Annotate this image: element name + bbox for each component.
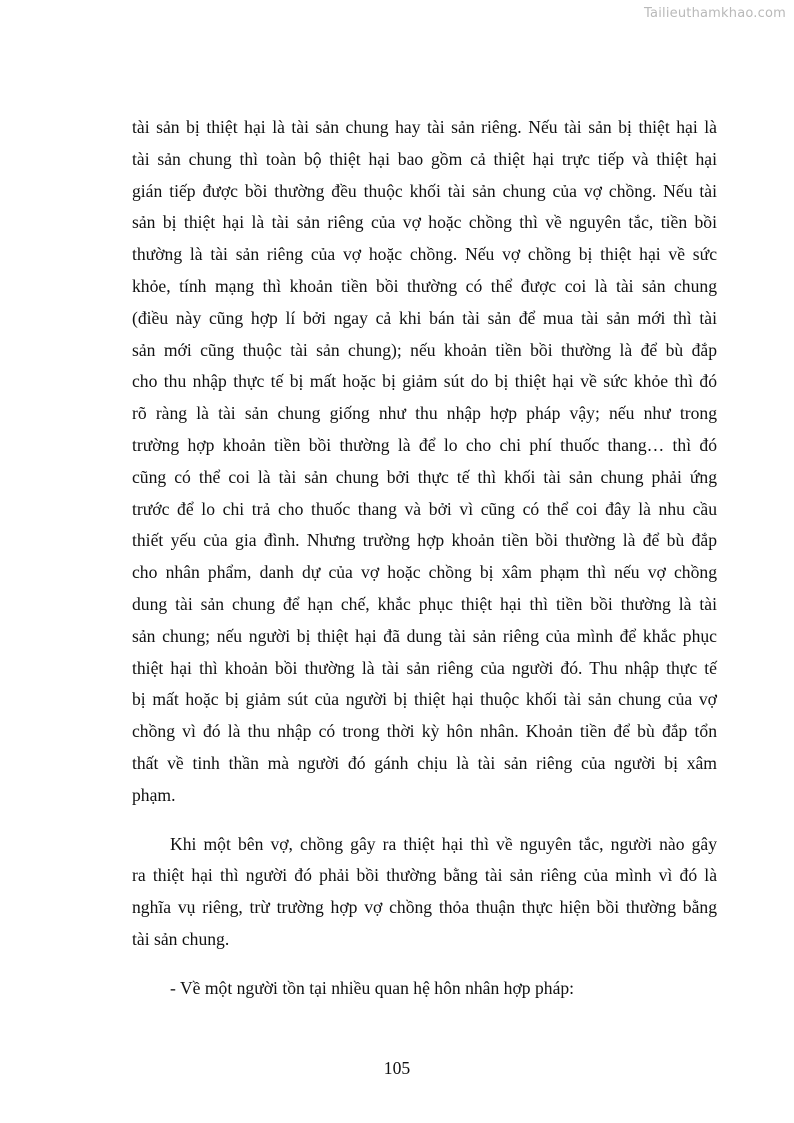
- text-line: rõ ràng là tài sản chung giống như thu nhập hợp pháp vậy; nếu như trong: [132, 403, 717, 424]
- text-line: tài sản bị thiệt hại là tài sản chung hay tài sản riêng. Nếu tài sản bị thiệt hại là: [132, 117, 717, 137]
- text-line: sản bị thiệt hại là tài sản riêng của vợ hoặc chồng thì về nguyên tắc, tiền bồi: [132, 212, 717, 233]
- text-line: trường hợp khoản tiền bồi thường là để lo cho chi phí thuốc thang… thì đó: [132, 434, 717, 455]
- text-line: nghĩa vụ riêng, trừ trường hợp vợ chồng thỏa thuận thực hiện bồi thường bằng: [132, 897, 717, 918]
- text-line: gián tiếp được bồi thường đều thuộc khối tài sản chung của vợ chồng. Nếu tài: [132, 180, 717, 201]
- text-line: cho thu nhập thực tế bị mất hoặc bị giảm sút do bị thiệt hại về sức khỏe thì đó: [132, 371, 717, 392]
- text-line: thường là tài sản riêng của vợ hoặc chồng. Nếu vợ chồng bị thiệt hại về sức: [132, 244, 717, 265]
- text-line: cũng có thể coi là tài sản chung bởi thực tế thì khối tài sản chung phải ứng: [132, 466, 717, 487]
- paragraph-spacer: [132, 956, 717, 973]
- paragraph-spacer: [132, 812, 717, 829]
- text-line: chồng vì đó là thu nhập có trong thời kỳ hôn nhân. Khoản tiền để bù đắp tổn: [132, 721, 717, 742]
- text-line: tài sản chung thì toàn bộ thiệt hại bao gồm cả thiệt hại trực tiếp và thiệt hại: [132, 148, 717, 169]
- text-line: thiết yếu của gia đình. Nhưng trường hợp khoản tiền bồi thường là để bù đắp: [132, 530, 717, 551]
- text-line: sản mới cũng thuộc tài sản chung); nếu khoản tiền bồi thường là để bù đắp: [132, 339, 717, 360]
- text-line: Khi một bên vợ, chồng gây ra thiệt hại thì về nguyên tắc, người nào gây: [170, 833, 717, 854]
- text-line: tài sản chung.: [132, 928, 230, 949]
- document-body: [132, 112, 717, 1005]
- paragraph-2: [132, 829, 717, 956]
- text-line: dung tài sản chung để hạn chế, khắc phục thiệt hại thì tiền bồi thường là tài: [132, 593, 717, 614]
- paragraph-1: [132, 112, 717, 812]
- page-number: 105: [383, 1058, 411, 1078]
- text-line: cho nhân phẩm, danh dự của vợ hoặc chồng bị xâm phạm thì nếu vợ chồng: [132, 562, 717, 583]
- text-line: phạm.: [132, 784, 176, 805]
- text-line: (điều này cũng hợp lí bởi ngay cả khi bán tài sản để mua tài sản mới thì tài: [132, 307, 717, 328]
- text-line: khỏe, tính mạng thì khoản tiền bồi thường có thể được coi là tài sản chung: [132, 275, 717, 296]
- text-line: trước để lo chi trả cho thuốc thang và bởi vì cũng có thể coi đây là nhu cầu: [132, 498, 717, 519]
- paragraph-3: [132, 973, 717, 1005]
- text-line: ra thiệt hại thì người đó phải bồi thường bằng tài sản riêng của mình vì đó là: [132, 865, 717, 886]
- text-line: sản chung; nếu người bị thiệt hại đã dung tài sản riêng của mình để khắc phục: [132, 625, 717, 646]
- text-line: thất về tinh thần mà người đó gánh chịu là tài sản riêng của người bị xâm: [132, 752, 717, 773]
- text-line: - Về một người tồn tại nhiều quan hệ hôn nhân hợp pháp:: [170, 977, 575, 998]
- text-line: bị mất hoặc bị giảm sút của người bị thiệt hại thuộc khối tài sản chung của vợ: [132, 689, 717, 710]
- watermark: Tailieuthamkhao.com: [644, 6, 786, 21]
- text-line: thiệt hại thì khoản bồi thường là tài sản riêng của người đó. Thu nhập thực tế: [132, 657, 717, 678]
